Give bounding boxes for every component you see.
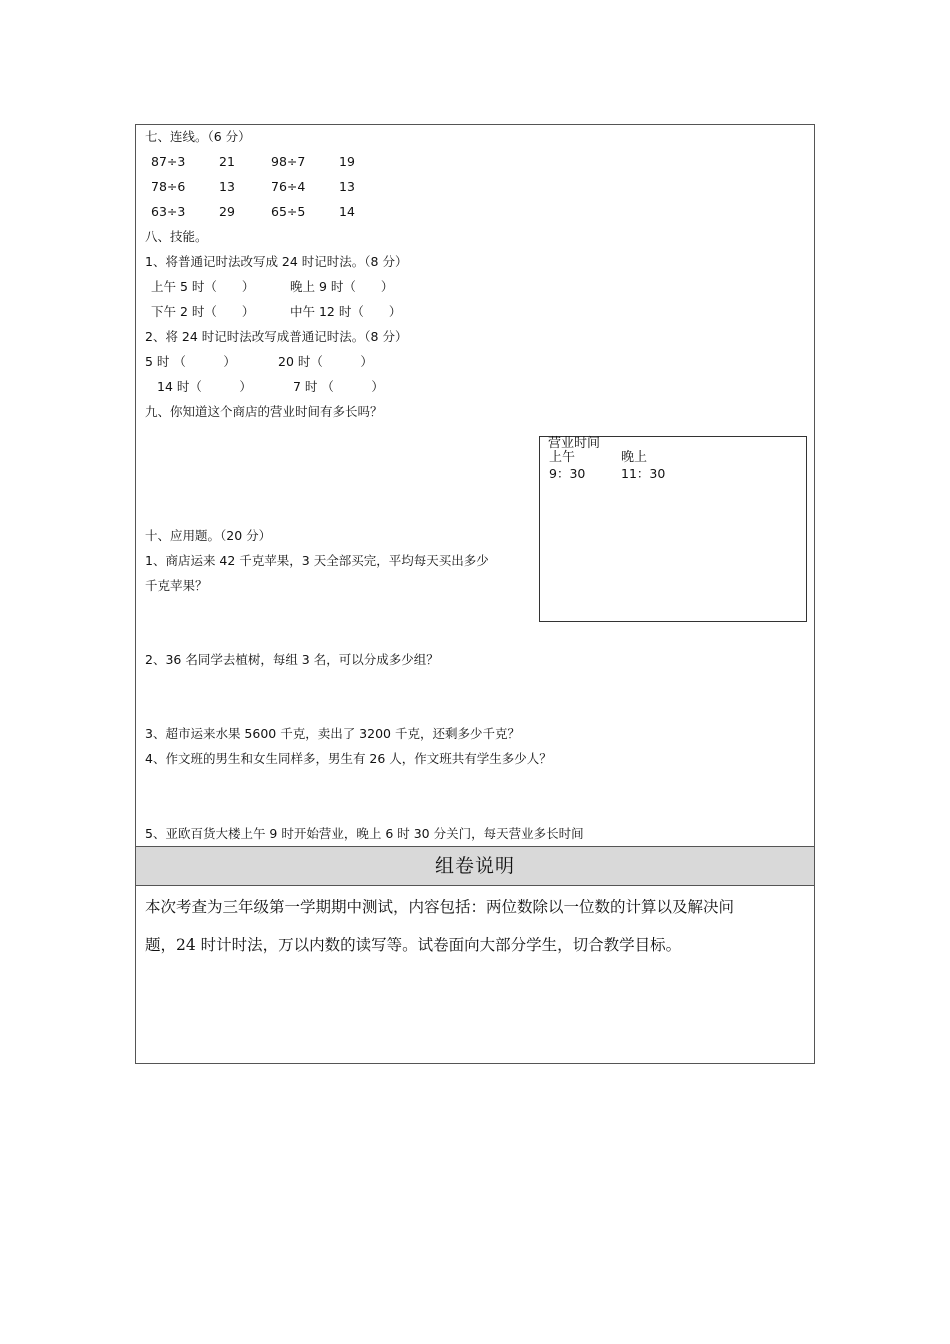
time-conversion-blank: 20 时（ ）: [278, 354, 373, 369]
match-item: 29: [219, 204, 235, 219]
match-item: 13: [219, 179, 235, 194]
word-problem-1: 1、商店运来 42 千克苹果，3 天全部买完，平均每天买出多少: [145, 553, 489, 568]
word-problem-4: 4、作文班的男生和女生同样多，男生有 26 人，作文班共有学生多少人？: [145, 751, 552, 766]
composition-description: [145, 888, 805, 964]
opening-time: 9：30: [549, 466, 586, 481]
match-item: 98÷7: [271, 154, 306, 169]
match-item: 65÷5: [271, 204, 306, 219]
word-problem-2: 2、36 名同学去植树，每组 3 名，可以分成多少组？: [145, 652, 439, 667]
word-problem-5: 5、亚欧百货大楼上午 9 时开始营业，晚上 6 时 30 分关门，每天营业多长时间: [145, 826, 584, 841]
section-8-question-2: 2、将 24 时记时法改写成普通记时法。（8 分）: [145, 329, 408, 344]
composition-text-line: 题，24 时计时法，万以内数的读写等。试卷面向大部分学生，切合教学目标。: [145, 936, 682, 954]
match-item: 87÷3: [151, 154, 186, 169]
time-conversion-blank: 7 时 （ ）: [293, 379, 384, 394]
composition-text-line: 本次考查为三年级第一学期期中测试，内容包括：两位数除以一位数的计算以及解决问: [145, 898, 735, 916]
time-conversion-blank: 晚上 9 时（ ）: [290, 279, 394, 294]
composition-header-band: [136, 847, 814, 885]
match-item: 76÷4: [271, 179, 306, 194]
section-8-title: 八、技能。: [145, 229, 208, 244]
section-7-title: 七、连线。（6 分）: [145, 129, 251, 144]
match-item: 14: [339, 204, 355, 219]
match-item: 78÷6: [151, 179, 186, 194]
time-conversion-blank: 下午 2 时（ ）: [151, 304, 255, 319]
match-item: 13: [339, 179, 355, 194]
business-hours-heading: 营业时间: [548, 436, 601, 451]
morning-label: 上午: [549, 450, 576, 465]
closing-time: 11：30: [621, 466, 666, 481]
time-conversion-blank: 14 时（ ）: [157, 379, 252, 394]
section-10-title: 十、应用题。（20 分）: [145, 528, 272, 543]
business-hours-box: [539, 436, 807, 622]
evening-label: 晚上: [621, 450, 648, 465]
match-item: 63÷3: [151, 204, 186, 219]
section-divider: [135, 885, 815, 886]
match-item: 19: [339, 154, 355, 169]
composition-header: 组卷说明: [434, 855, 515, 877]
match-item: 21: [219, 154, 235, 169]
section-8-question-1: 1、将普通记时法改写成 24 时记时法。（8 分）: [145, 254, 408, 269]
section-9-title: 九、你知道这个商店的营业时间有多长吗？: [145, 404, 383, 419]
time-conversion-blank: 5 时 （ ）: [145, 354, 236, 369]
time-conversion-blank: 上午 5 时（ ）: [151, 279, 255, 294]
word-problem-3: 3、超市运来水果 5600 千克，卖出了 3200 千克，还剩多少千克？: [145, 726, 520, 741]
word-problem-1-continued: 千克苹果？: [145, 578, 208, 593]
time-conversion-blank: 中午 12 时（ ）: [290, 304, 402, 319]
